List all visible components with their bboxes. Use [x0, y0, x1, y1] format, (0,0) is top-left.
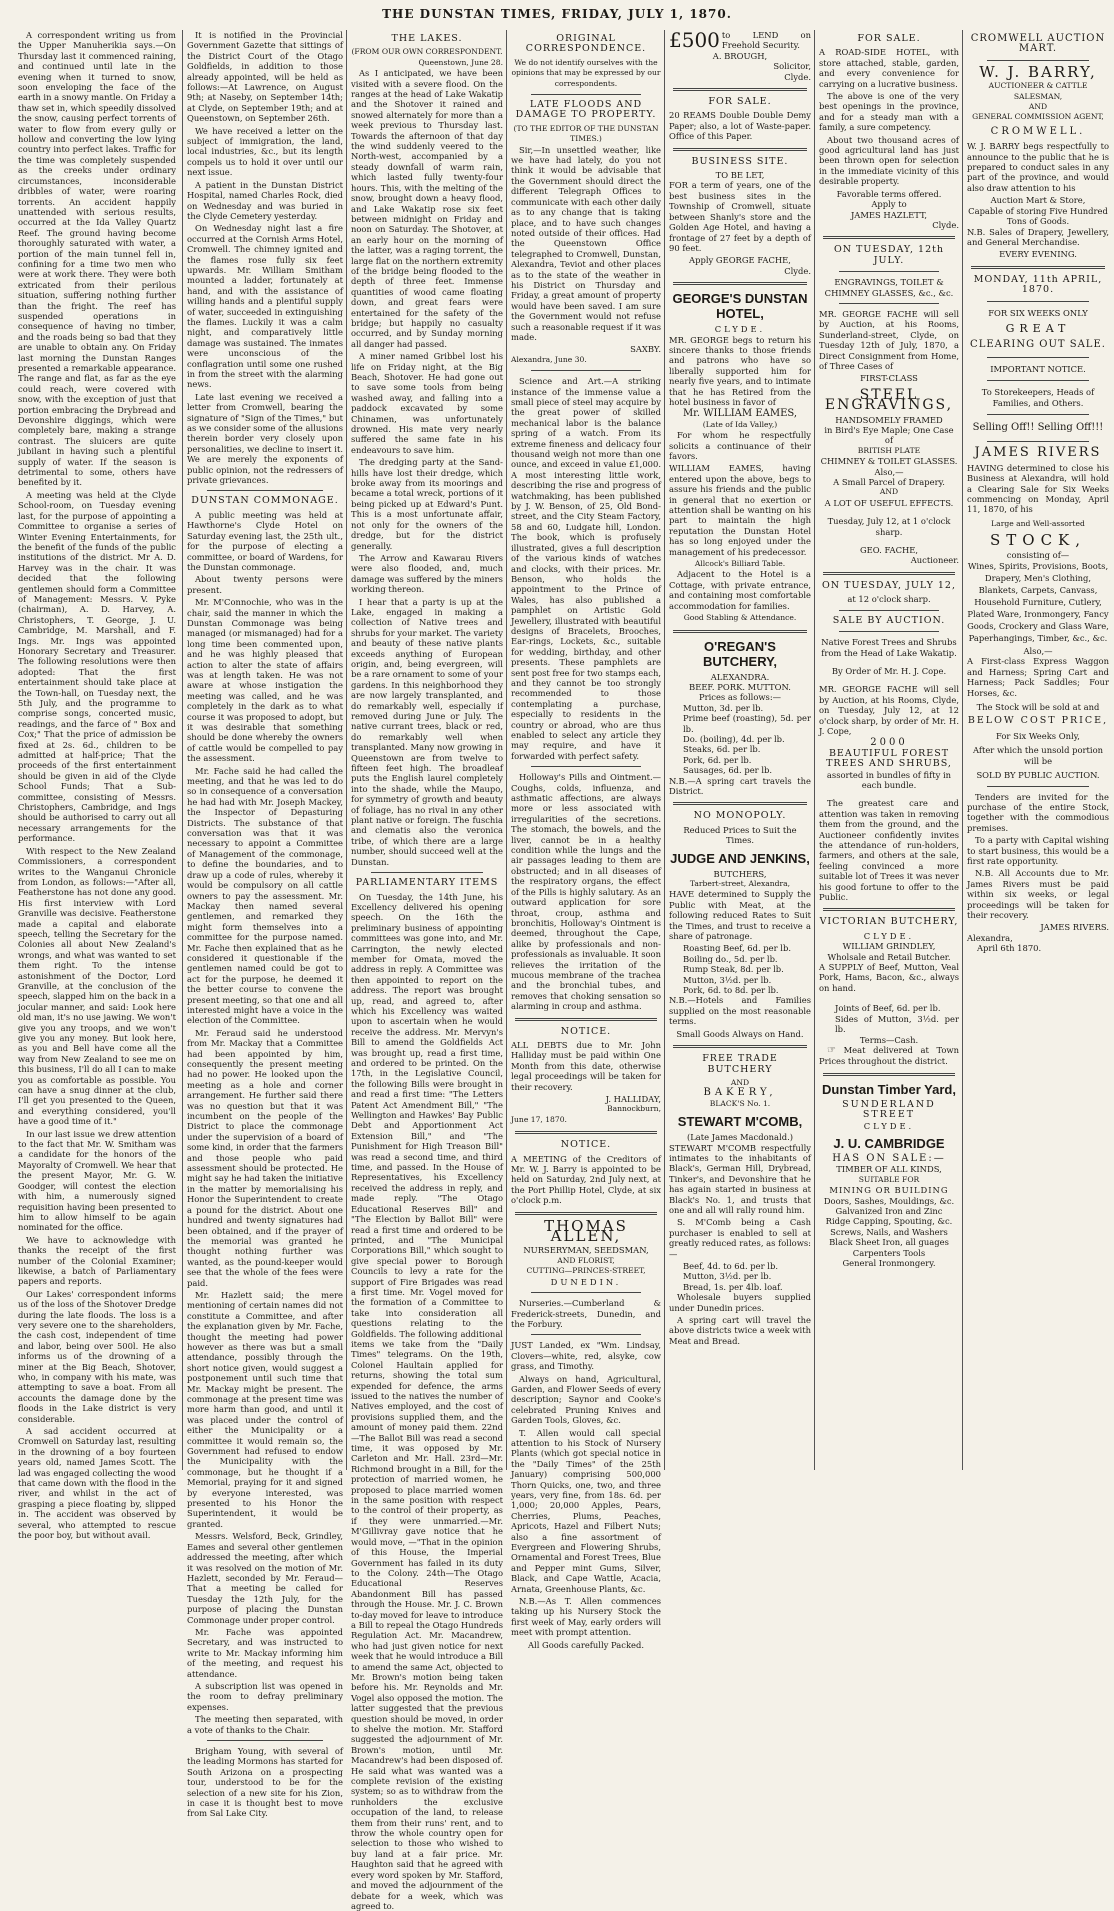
- advert-address: BLACK'S No. 1.: [669, 1099, 811, 1109]
- divider: [531, 1334, 641, 1335]
- advert-text: Nurseries.—Cumberland & Frederick-streets, Dunedin, and the Forbury.: [511, 1298, 661, 1329]
- advert-title: GEORGE'S DUNSTAN HOTEL,: [669, 291, 811, 321]
- article-paragraph: About twenty persons were present.: [187, 574, 343, 595]
- advert-name: J. U. CAMBRIDGE: [819, 1136, 959, 1151]
- advert-text: STEWART M'COMB respectfully intimates to the inhabitants of Black's, German Hill, Drybread, Tinker's, and Devonshire that he has again started in business at Black's No. 1, and trusts that one and all will rally round him.: [669, 1143, 811, 1216]
- price-item: Mutton, 3d. per lb.: [669, 703, 811, 713]
- divider: [987, 60, 1089, 61]
- stock-item: Screws, Nails, and Washers: [819, 1227, 959, 1237]
- letter-to: (TO THE EDITOR OF THE DUNSTAN TIMES.): [511, 124, 661, 145]
- divider: [531, 766, 641, 767]
- price-item: Boiling do., 5d. per lb.: [669, 954, 811, 964]
- loan-title: Solicitor,: [669, 61, 811, 71]
- advert-text: Always on hand, Agricultural, Garden, and Flower Seeds of every description; Saynor and Cooke's celebrated Pruning Knives and Garden Tools, Gloves, &c.: [511, 1374, 661, 1426]
- advert-text: To a party with Capital wishing to start business, this would be a first rate opportunity.: [967, 835, 1109, 866]
- advert-text: N.B.—A spring cart travels the District.: [669, 776, 811, 797]
- article-paragraph: In our last issue we drew attention to the fact that Mr. W. Smitham was a candidate for the honors of the Mayoralty of Cromwell. We hear that the present Mayor, Mr. G. W. Goodger, will contest the election with him, a numerously signed requisition having been presented to him to allow himself to be again nominated for the office.: [18, 1129, 176, 1233]
- advert-name: JAMES RIVERS: [967, 448, 1109, 458]
- section-heading: VICTORIAN BUTCHERY,: [819, 917, 959, 927]
- advert-line: Terms—Cash.: [819, 1035, 959, 1045]
- divider: [531, 94, 641, 95]
- advert-title: W. J. BARRY,: [967, 67, 1109, 77]
- notice-text: ALL DEBTS due to Mr. John Halliday must be paid within One Month from this date, otherwise legal proceedings will be taken for their recovery.: [511, 1040, 661, 1092]
- advert-text: FOR a term of years, one of the best business sites in the Township of Cromwell, situate between Shanly's store and the Golden Age Hotel, and having a frontage of 27 feet by a depth of 90 feet.: [669, 180, 811, 253]
- divider: [987, 414, 1089, 415]
- advert-line: BRITISH PLATE: [819, 446, 959, 456]
- advert-line: MINING OR BUILDING: [819, 1185, 959, 1195]
- advert-title: CLEARING OUT SALE.: [967, 340, 1109, 350]
- advert-text: Adjacent to the Hotel is a Cottage, with private entrance, and containing most comfortable accommodation for families.: [669, 569, 811, 611]
- advert-line: Also,—: [819, 467, 959, 477]
- advert-text: HAVING determined to close his Business at Alexandra, will hold a Clearing Sale for Six Weeks commencing on Monday, April 11, 1870, of his: [967, 463, 1109, 515]
- newspaper-header: [0, 0, 1114, 26]
- article-paragraph: Holloway's Pills and Ointment.—Coughs, colds, influenza, and asthmatic affections, are always more or less associated with irregularities of the secretions. The stomach, the bowels, and the liver, cannot be in a healthy condition while the lungs and the air passages leading to them are obstructed; and in all diseases of the respiratory organs, the effect of the Pills is highly salutary. As an outward application for sore throat, croup, asthma and bronchitis, Holloway's Ointment is deemed, throughout the Cape, alike by professionals and non-professionals as invaluable. It soon relieves the irritation of the mucous membrane of the trachea and the bronchial tubes, and removes that choking sensation so alarming in croup and asthma.: [511, 772, 661, 1011]
- article-paragraph: Mr. Hazlett said; the mere mentioning of certain names did not constitute a Committee, and after the explanation given by Mr. Fache, thought the meeting had power however as there was but a small attendance, possibly through the short notice given, would suggest a postponement until such time that Mr. Mackay might be present. The commonage at the present time was more harm than good, and until it was placed under the control of either the Municipality or a committee it would remain so, the Government had refused to endow the Municipality with the commonage, but he thought if a Memorial, praying for it and signed by everyone interested, was presented to his Honor the Superintendent, it would be granted.: [187, 1290, 343, 1529]
- divider: [987, 786, 1089, 787]
- divider: [971, 266, 1105, 269]
- article-paragraph: The dredging party at the Sand-hills have lost their dredge, which broke away from its moorings and became a total wreck, portions of it being picked up at Edward's Punt. This is a most unfortunate affair, not only for the owners of the dredge, but for the district generally.: [351, 457, 503, 551]
- advert-line: The Stock will be sold at and: [967, 702, 1109, 712]
- advert-text: S. M'Comb being a Cash purchaser is enabled to sell at greatly reduced rates, as follows:—: [669, 1217, 811, 1259]
- advert-place: Clyde.: [669, 266, 811, 276]
- letter-heading: LATE FLOODS AND DAMAGE TO PROPERTY.: [511, 100, 661, 121]
- loan-text: to LEND on Freehold Security.: [722, 30, 811, 50]
- advert-text: Favorable terms offered.: [819, 189, 959, 199]
- advert-address: Tarbert-street, Alexandra,: [669, 879, 811, 889]
- subheading: TO BE LET,: [669, 170, 811, 180]
- advert-line: GENERAL COMMISSION AGENT,: [967, 112, 1109, 122]
- price-heading: Prices as follows:—: [669, 692, 811, 702]
- section-heading: CROMWELL AUCTION MART.: [967, 34, 1109, 55]
- advert-quantity: 2000: [819, 738, 959, 748]
- article-paragraph: A public meeting was held at Hawthorne's Clyde Hotel on Saturday evening last, the 25th ult., for the purpose of electing a committee, or board of Wardens, for the Dunstan commonage.: [187, 510, 343, 572]
- advert-line: assorted in bundles of fifty in each bundle.: [819, 770, 959, 791]
- loan-contact: A. BROUGH,: [669, 51, 811, 61]
- advert-line: To Storekeepers, Heads of Families, and Others.: [967, 387, 1109, 408]
- advert-name: Mr. WILLIAM EAMES,: [669, 409, 811, 419]
- column-6: [814, 30, 963, 1470]
- divider: [515, 1131, 657, 1134]
- stock-item: Galvanized Iron and Zinc: [819, 1206, 959, 1216]
- divider: [823, 236, 955, 239]
- spacer: [819, 537, 959, 545]
- advert-line: TIMBER OF ALL KINDS,: [819, 1164, 959, 1174]
- advert-line: Auction Mart & Store,: [967, 195, 1109, 205]
- section-heading: ON TUESDAY, JULY 12,: [819, 581, 959, 591]
- advert-subtitle: NURSERYMAN, SEEDSMAN,: [511, 1245, 661, 1255]
- advert-line: AUCTIONEER & CATTLE SALESMAN,: [967, 81, 1109, 102]
- column-3: [346, 30, 507, 1470]
- advert-date: April 6th 1870.: [967, 943, 1109, 953]
- notice-text: A MEETING of the Creditors of Mr. W. J. Barry is appointed to be held on Saturday, 2nd July next, at the Port Phillip Hotel, Clyde, at six o'clock p.m.: [511, 1154, 661, 1206]
- advert-subname: (Late of Ida Valley,): [669, 420, 811, 430]
- advert-title: JUDGE AND JENKINS,: [669, 851, 811, 866]
- advert-text: MR. GEORGE FACHE will sell by Auction, at his Rooms, Sunderland-street, Clyde, on Tuesday 12th of July, 1870, a Direct Consignment from Home, of Three Cases of: [819, 309, 959, 371]
- article-paragraph: Science and Art.—A striking instance of the immense value a small piece of steel may acquire by the great power of skilled mechanical labor is the balance spring of a watch. From its extreme fineness and delicacy four thousand weigh not more than one ounce, and exceed in value £1,000. A most interesting little work, describing the rise and progress of watchmaking, has been published by J. W. Benson, of 25, Old Bond-street, and the City Steam Factory, 58 and 60, Ludgate hill, London. The book, which is profusely illustrated, gives a full description of the various kinds of watches and clocks, with their prices. Mr. Benson, who holds the appointment to the Prince of Wales, has also published a pamphlet on Artistic Gold Jewellery, illustrated with beautiful designs of Bracelets, Brooches, Ear-rings, Lockets, &c., suitable for wedding, birthday, and other presents. These pamphlets are sent post free for two stamps each, and they cannot be too strongly recommended to those contemplating a purchase, especially to residents in the country or abroad, who are thus enabled to select any article they may require, and have it forwarded with perfect safety.: [511, 376, 661, 761]
- advert-city: CLYDE.: [819, 931, 959, 941]
- advert-address: SUNDERLAND STREET: [819, 1100, 959, 1121]
- divider: [673, 630, 807, 633]
- advert-subtitle: BUTCHERS,: [669, 869, 811, 879]
- notice-heading: NOTICE.: [511, 1027, 661, 1037]
- advert-line: SUITABLE FOR: [819, 1175, 959, 1185]
- article-paragraph: It is notified in the Provincial Government Gazette that sittings of the District Court of the Otago Goldfields, in addition to those already appointed, will be held as follows:—At Lawrence, on August 9th; at Naseby, on September 14th; at Clyde, on September 19th; and at Queenstown, on September 26th.: [187, 30, 343, 124]
- advert-text: About two thousand acres of good agricultural land has just been thrown open for selection in the immediate vicinity of this desirable property.: [819, 135, 959, 187]
- price-item: Pork, 6d. to 8d. per lb.: [669, 985, 811, 995]
- stock-item: Carpenters Tools: [819, 1248, 959, 1258]
- advert-text: Tenders are invited for the purchase of the entire Stock, together with the commodious premises.: [967, 792, 1109, 834]
- advert-line: Tuesday, July 12, at 1 o'clock sharp.: [819, 516, 959, 537]
- price-item: Rump Steak, 8d. per lb.: [669, 964, 811, 974]
- article-paragraph: A miner named Gribbel lost his life on Friday night, at the Big Beach, Shotover. He had gone out to save some tools from being washed away, and falling into a paddock excavated by some Chinamen, was unfortunately drowned. His mate very nearly suffered the same fate in his endeavours to save him.: [351, 351, 503, 455]
- divider: [987, 301, 1089, 302]
- advert-line: SOLD BY PUBLIC AUCTION.: [967, 770, 1109, 780]
- section-heading: ORIGINAL CORRESPONDENCE.: [511, 34, 661, 55]
- subheading: AND: [669, 1078, 811, 1088]
- letter-signature: SAXBY.: [511, 344, 661, 354]
- divider: [371, 872, 483, 873]
- price-item: Prime beef (roasting), 5d. per lb.: [669, 713, 811, 734]
- article-paragraph: I hear that a party is up at the Lake, engaged in making a collection of Native trees and shrubs for your market. The variety and beauty of these native plants exceeds anything of European origin, and, being evergreen, will be a rare ornament to some of your gardens. In this neighborhood they are now largely transplanted, and do remarkably well, especially if removed during June or July. The native currant trees, black or red, do remarkably well when transplanted. Many now growing in Queenstown are from twelve to fifteen feet high. The broadleaf puts the English laurel completely into the shade, while the Maupo, for symmetry of growth and beauty of foliage, has no rival in any other plant native or foreign. The fuschia and clematis also the veronica tribe, of which there are a large number, should succeed well at the Dunstan.: [351, 597, 503, 868]
- divider: [987, 380, 1089, 381]
- advert-city: ALEXANDRA.: [669, 672, 811, 682]
- section-heading: FOR SALE.: [669, 97, 811, 107]
- divider: [673, 282, 807, 285]
- section-heading: DUNSTAN COMMONAGE.: [187, 496, 343, 506]
- advert-line: For Six Weeks Only,: [967, 731, 1109, 741]
- loan-advert: [669, 30, 811, 51]
- advert-text: MR. GEORGE begs to return his sincere thanks to those friends and patrons who have so liberally supported him for nearly five years, and to intimate that he has Retired from the hotel business in favor of: [669, 335, 811, 408]
- advert-text: N.B.—Hotels and Families supplied on the most reasonable terms.: [669, 995, 811, 1026]
- advert-text: Wholesale buyers supplied under Dunedin prices.: [669, 1292, 811, 1313]
- price-item: Sides of Mutton, 3½d. per lb.: [819, 1014, 959, 1035]
- price-item: Roasting Beef, 6d. per lb.: [669, 943, 811, 953]
- advert-line: After which the unsold portion will be: [967, 745, 1109, 766]
- notice-heading: NOTICE.: [511, 1140, 661, 1150]
- advert-text: HAVE determined to Supply the Public with Meat, at the following reduced Rates to Suit the Times, and trust to receive a share of patronage.: [669, 889, 811, 941]
- section-heading: PARLIAMENTARY ITEMS: [351, 878, 503, 888]
- advert-title: BELOW COST PRICE,: [967, 716, 1109, 726]
- advert-title: GREAT: [967, 324, 1109, 334]
- advert-line: IMPORTANT NOTICE.: [967, 364, 1109, 374]
- section-heading: ON TUESDAY, 12th JULY.: [819, 245, 959, 266]
- advert-subtitle: (Late James Macdonald.): [669, 1132, 811, 1142]
- advert-text: N.B.—As T. Allen commences taking up his Nursery Stock the first week of May, early orders will meet with prompt attention.: [511, 1596, 661, 1638]
- notice-date: June 17, 1870.: [511, 1115, 661, 1125]
- advert-line: A Small Parcel of Drapery.: [819, 477, 959, 487]
- letter-place: Alexandra, June 30.: [511, 355, 661, 365]
- advert-title: STOCK,: [967, 535, 1109, 545]
- advert-text: For whom he respectfully solicits a continuance of their favors.: [669, 430, 811, 461]
- advert-text: The above is one of the very best openings in the province, and for a steady man with a family, a sure competency.: [819, 91, 959, 133]
- stock-list: Wines, Spirits, Provisions, Boots, Drapery, Men's Clothing, Blankets, Carpets, Canvass, Household Furniture, Cutlery, Plated Ware, Ironmongery, Fancy Goods, Crockery and Glass Ware, Paperhangings, Timber, &c., &c.: [967, 560, 1109, 644]
- divider: [839, 610, 939, 611]
- article-paragraph: We have to acknowledge with thanks the receipt of the first number of the Colonial Examiner; likewise, a batch of Parliamentary papers and reports.: [18, 1235, 176, 1287]
- divider: [515, 1018, 657, 1021]
- advert-city: CLYDE.: [669, 324, 811, 334]
- advert-line: Large and Well-assorted: [967, 519, 1109, 529]
- advert-subtitle: BEEF. PORK. MUTTON.: [669, 682, 811, 692]
- advert-title: BEAUTIFUL FOREST TREES AND SHRUBS,: [819, 749, 959, 770]
- article-paragraph: Mr. Fache was appointed Secretary, and was instructed to write to Mr. Mackay informing him of the meeting, and request his attendance.: [187, 1627, 343, 1679]
- advert-line: FIRST-CLASS: [819, 373, 959, 383]
- spacer: [819, 508, 959, 516]
- advert-contact: JAMES HAZLETT,: [819, 210, 959, 220]
- masthead-line: THE DUNSTAN TIMES, FRIDAY, JULY 1, 1870.: [382, 7, 732, 21]
- advert-line: By Order of Mr. H. J. Cope.: [819, 666, 959, 676]
- advert-text: N.B. Sales of Drapery, Jewellery, and General Merchandise.: [967, 227, 1109, 248]
- advert-text: A spring cart will travel the above districts twice a week with Meat and Bread.: [669, 1315, 811, 1346]
- advert-title: O'REGAN'S BUTCHERY,: [669, 639, 811, 669]
- article-paragraph: Our Lakes' correspondent informs us of the loss of the Shotover Dredge during the late floods. The loss is a very severe one to the shareholders, the cash cost, independent of time and labor, being over 500l. He also informs us of the drowning of a miner at the Big Beach, Shotover, who, in company with his mate, was attempting to save a boat. From all accounts the damage done by the floods in the Lake district is very considerable.: [18, 1289, 176, 1424]
- byline: (FROM OUR OWN CORRESPONDENT.: [351, 47, 503, 57]
- advert-title: Selling Off!! Selling Off!!!: [967, 423, 1109, 433]
- newspaper-page: [18, 30, 1104, 1470]
- advert-footer: Small Goods Always on Hand.: [669, 1029, 811, 1039]
- article-paragraph: The Arrow and Kawarau Rivers were also flooded, and, much damage was suffered by the miners working thereon.: [351, 553, 503, 595]
- advert-line: A LOT OF USEFUL EFFECTS.: [819, 498, 959, 508]
- advert-text: MR. GEORGE FACHE will sell by Auction, at his Rooms, Clyde, on Tuesday, July 12, at 12 o'clock sharp, by order of Mr. H. J. Cope,: [819, 684, 959, 736]
- article-paragraph: Brigham Young, with several of the leading Mormons has started for South Arizona on a prospecting tour, understood to be for the selection of a new site for his Zion, in case it is thought best to move from Sal Lake City.: [187, 1746, 343, 1819]
- advert-text: The greatest care and attention was taken in removing them from the ground, and the Auctioneer confidently invites the attendance of run-holders, farmers, and others at the sale, feeling convinced a more suitable lot of Trees it was never his good fortune to offer to the Public.: [819, 798, 959, 902]
- spacer: [819, 658, 959, 666]
- article-paragraph: A sad accident occurred at Cromwell on Saturday last, resulting in the drowning of a boy fourteen years old, named James Scott. The lad was engaged collecting the wood that came down with the flood in the river, and whilst in the act of grasping a piece floating by, slipped in. The accident was observed by several, who attempted to rescue the poor boy, but without avail.: [18, 1426, 176, 1540]
- advert-city: CROMWELL.: [967, 127, 1109, 137]
- article-paragraph: A correspondent writing us from the Upper Manuherikia says.—On Thursday last it commenced raining, and continued until late in the evening when it turned to snow, soon enveloping the face of the earth in a snowy mantle. On Friday a thaw set in, which speedily dissolved the snow, causing perfect torrents of water to flow from every gully or hollow and converting the low lying country into perfect lakes. Traffic for the time was completely suspended as the creeks under ordinary circumstances, inconsiderable dribbles of water, were roaring torrents. An accident happily unattended with serious results, occurred at the Ida Valley Quartz Reef. The ground having become thoroughly saturated with water, a portion of the main tunnel fell in, confining for a time two men who were at work there. They were both extricated from their perilous situation, suffering nothing further than the fright. The reef has suspended operations in consequence of having no timber, and the roads being so bad that they are unable to obtain any. On Friday last morning the Dunstan Ranges presented a remarkable appearance. The range and flat, as far as the eye could reach, were covered with snow, with the exception of just that portion embracing the Drybread and Devonshire diggings, which were completely bare, making a strange contrast. The sluicers are quite jubilant in having such a plentiful supply of water. If the season is detrimental to some, others have benefited by it.: [18, 30, 176, 488]
- divider: [823, 908, 955, 911]
- advert-place: Clyde.: [819, 220, 959, 230]
- advert-text: A ROAD-SIDE HOTEL, with store attached, stable, garden, and every convenience for carrying on a lucrative business.: [819, 47, 959, 89]
- advert-text: W. J. BARRY begs respectfully to announce to the public that he is prepared to conduct sales in any part of the province, and would also draw attention to his: [967, 141, 1109, 193]
- advert-title: Dunstan Timber Yard,: [819, 1082, 959, 1097]
- advert-line: AND: [819, 487, 959, 497]
- advert-contact: Apply GEORGE FACHE,: [669, 255, 811, 265]
- advert-text: A First-class Express Waggon and Harness; Spring Cart and Harness; Pack Saddles; Four Horses, &c.: [967, 656, 1109, 698]
- advert-text: A SUPPLY of Beef, Mutton, Veal Pork, Hams, Bacon, &c., always on hand.: [819, 962, 959, 993]
- column-4: [506, 30, 665, 1470]
- divider: [673, 1045, 807, 1048]
- advert-line: Wholsale and Retail Butcher.: [819, 952, 959, 962]
- column-2: [182, 30, 347, 1470]
- advert-text: [819, 1045, 959, 1067]
- advert-text-inline: Meat delivered at Town Prices throughout the district.: [819, 1045, 959, 1066]
- advert-title: THOMAS ALLEN,: [511, 1221, 661, 1242]
- advert-text: WILLIAM EAMES, having entered upon the above, begs to assure his friends and the public in general that no exertion or attention shall be wanting on his part to maintain the high reputation the Dunstan Hotel has so long enjoyed under the management of his predecessor.: [669, 463, 811, 557]
- price-item: Mutton, 3½d. per lb.: [669, 1271, 811, 1281]
- advert-subtitle: Reduced Prices to Suit the Times.: [669, 825, 811, 846]
- divider: [987, 357, 1089, 358]
- column-1: [18, 30, 180, 1470]
- article-paragraph: Messrs. Welsford, Beck, Grindley, Eames and several other gentlemen addressed the meeting, after which it was resolved on the motion of Mr. Hazlett, seconded by Mr. Feraud—That a meeting be called for Tuesday the 12th July, for the purpose of placing the Dunstan Commonage under proper control.: [187, 1531, 343, 1625]
- article-paragraph: Sir,—In unsettled weather, like we have had lately, do you not think it would be advisable that the Government should direct the different Telegraph Offices to communicate with each other daily as to any change that is taking place, and to have such changes noted outside of their offices. Had the Queenstown Office telegraphed to Cromwell, Dunstan, Alexandra, Teviot and other places as to the state of the weather in his District on Thursday and Friday, a great amount of property would have been saved. I am sure the Government would not refuse such a reasonable request if it was made.: [511, 145, 661, 343]
- price-item: Joints of Beef, 6d. per lb.: [819, 1003, 959, 1013]
- divider: [839, 631, 939, 632]
- advert-line: consisting of—: [967, 550, 1109, 560]
- spacer: [819, 790, 959, 798]
- advert-line: EVERY EVENING.: [967, 249, 1109, 259]
- article-paragraph: Late last evening we received a letter from Cromwell, bearing the signature of "Sign of the Times," but as we consider some of the allusions therein border very closely upon personalities, we decline to insert it. We are merely the exponents of public opinion, not the redressers of private grievances.: [187, 392, 343, 486]
- section-heading: FREE TRADE BUTCHERY: [669, 1054, 811, 1075]
- article-paragraph: Mr. Feraud said he understood from Mr. Mackay that a Committee had been appointed by him, consequently the present meeting had no power. He looked upon the meeting as a hole and corner arrangement. He further said there was no question but that it was incumbent on the people of the District to place the commonage under the supervision of a board of some kind, in order that the farmers and those people who paid assessment should be protected. He might say he had taken the initiative in the matter by memorialising his Honor the Superintendent to create a pound for the district. About one hundred and twenty signatures had been obtained, and if the prayer of the memorial was granted he thought nothing further was wanted, as the pound-keeper would see that the whole of the fees were paid.: [187, 1028, 343, 1288]
- price-item: Steaks, 6d. per lb.: [669, 744, 811, 754]
- price-item: Mutton, 3½d. per lb.: [669, 975, 811, 985]
- divider: [987, 441, 1089, 442]
- article-paragraph: On Wednesday night last a fire occurred at the Cornish Arms Hotel, Cromwell. The chimney ignited and the flames rose fully six feet upwards. Mr. William Smitham mounted a ladder, fortunately at hand, and with the assistance of willing hands and a plentiful supply of water, succeeded in extinguishing the flames. Luckily it was a calm night, and comparatively little damage was sustained. The inmates were unconscious of the conflagration until some one rushed in from the street with the alarming news.: [187, 223, 343, 390]
- price-item: Pork, 6d. per lb.: [669, 755, 811, 765]
- article-paragraph: On Tuesday, the 14th June, his Excellency delivered his opening speech. On the 16th the preliminary business of appointing committees was gone into, and Mr. Carrington, the newly elected member for Omata, moved the address in reply. A Committee was then appointed to report on the address. The report was brought up, read, and agreed to, after which his Excellency was waited upon to ascertain when he would receive the address. Mr. Mervyn's Bill to amend the Goldfields Act was brought up, read a first time, and ordered to be printed. On the 17th, in the Legislative Council, the following Bills were brought in and read a first time: "The Letters Patent Act Amendment Bill," "The Wellington and Hawkes' Bay Public Debt and Apportionment Act Extension Bill," and "The Punishment for High Treason Bill" was read a second time, and third time, and passed. In the House of Representatives, his Excellency received the address in reply, and made reply. "The Otago Educational Reserves Bill" and "The Election by Ballot Bill" were read a first time and ordered to be printed, and "The Municipal Corporations Bill," which sought to give special power to Borough Councils to levy a rate for the support of Fire Brigades was read a first time. Mr. Vogel moved for the formation of a Committee to take into consideration all questions relating to the Goldfields. The following additional items we take from the "Daily Times" telegrams. On the 19th, Colonel Haultain applied for returns, showing the total sum expended for defence, the arms issued to the natives the number of Natives employed, and the cost of provisions supplied them, and the amount of money paid them. 22nd—The Ballot Bill was read a second time, it was opposed by Mr. Carleton and Mr. Hall. 23rd—Mr. Richmond brought in a Bill, for the protection of married women, he proposed to place married women in the same position with respect to the control of their property, as if they were unmarried.—Mr. M'Gillivray gave notice that he would move, —"That in the opinion of this House, the Imperial Government has failed in its duty to the Colony. 24th—The Otago Educational Reserves Abandonment Bill has passed through the House. Mr. J. C. Brown to-day moved for leave to introduce a Bill to repeal the Otago Hundreds Regulation Act. Mr. Macandrew, who had just given notice for next week that he would introduce a Bill to amend the same Act, objected to Mr. Brown's motion being taken before his. Mr. Reynolds and Mr. Vogel also opposed the motion. The latter suggested that the previous question should be moved, in order to shelve the motion. Mr. Stafford suggested the adjournment of Mr. Brown's motion, until Mr. Macandrew's had been disposed of. He said what was wanted was a complete revision of the existing system; so as to withdraw from the runholders the exclusive occupation of the land, to release them from their runs' rent, and to throw the whole country open for selection to those who wished to buy land at a fair price. Mr. Haughton said that he agreed with every word spoken by Mr. Stafford, and moved the adjournment of the debate for a week, which was agreed to.: [351, 892, 503, 1911]
- advert-line: FOR SIX WEEKS ONLY: [967, 308, 1109, 318]
- spacer: [819, 995, 959, 1003]
- advert-text: N.B. All Accounts due to Mr. James Rivers must be paid within six weeks, or legal proceedings will be taken for their recovery.: [967, 868, 1109, 920]
- divider: [823, 1073, 955, 1076]
- notice-place: Bannockburn,: [511, 1104, 661, 1114]
- section-heading: THE LAKES.: [351, 34, 503, 44]
- advert-text: 20 REAMS Double Double Demy Paper; also, a lot of Waste-paper. Office of this Paper.: [669, 110, 811, 141]
- divider: [673, 88, 807, 91]
- article-paragraph: The meeting then separated, with a vote of thanks to the Chair.: [187, 1714, 343, 1735]
- advert-line: at 12 o'clock sharp.: [819, 594, 959, 604]
- advert-line: CHIMNEY & TOILET GLASSES.: [819, 456, 959, 466]
- advert-contact: GEO. FACHE,: [819, 545, 959, 555]
- advert-title: STEEL ENGRAVINGS,: [819, 390, 959, 411]
- column-7: [962, 30, 1109, 1470]
- advert-signature: JAMES RIVERS.: [967, 922, 1109, 932]
- price-item: Beef, 4d. to 6d. per lb.: [669, 1261, 811, 1271]
- divider: [839, 271, 939, 272]
- divider: [673, 802, 807, 805]
- article-paragraph: A subscription list was opened in the room to defray preliminary expenses.: [187, 1681, 343, 1712]
- advert-title: STEWART M'COMB,: [669, 1114, 811, 1129]
- advert-address: CUTTING—PRINCES-STREET,: [511, 1266, 661, 1276]
- divider: [531, 370, 641, 371]
- section-heading: FOR SALE.: [819, 34, 959, 44]
- divider: [207, 490, 323, 491]
- section-heading: BUSINESS SITE.: [669, 157, 811, 167]
- notice-signature: J. HALLIDAY,: [511, 1094, 661, 1104]
- divider: [207, 1740, 323, 1741]
- article-paragraph: Mr. Fache said he had called the meeting, and that he was led to do so in consequence of a conversation he had had with Mr. Joseph Mackey, the Inspector of Depasturing Districts. The substance of that conversation was that it was necessary to appoint a Committee of Management of the commonage, to define the boundaries, and to draw up a code of rules, whereby it would be compulsory on all cattle owners to pay the assessment. Mr. Mackay then named several gentlemen, and remarked they might form themselves into a committee for the purpose named. Mr. Fache then explained that as he considered it questionable if the gentlemen named could be got to act for the purpose, he deemed it the better course to convene the present meeting, so that one and all interested might have a voice in the election of the Committee.: [187, 766, 343, 1026]
- spacer: [819, 676, 959, 684]
- stock-item: Black Sheet Iron, all guages: [819, 1237, 959, 1247]
- advert-footer: All Goods carefully Packed.: [511, 1640, 661, 1650]
- article-paragraph: As I anticipated, we have been visited with a severe flood. On the ranges at the head of Lake Wakatip and the Shotover it rained and snowed alternately for more than a week previous to Thursday last. Towards the afternoon of that day the wind suddenly veered to the North-west, accompanied by a steady downfall of warm rain, which lasted fully twenty-four hours. This, with the melting of the snow, brought down a heavy flood, and Lake Wakatip rose six feet between midnight on Friday and noon on Saturday. The Shotover, at an early hour on the morning of the latter, was a raging torrent, the large flat on the northern extremity of the bridge being flooded to the depth of three feet. Immense quantities of wood came floating down, and great fears were entertained for the safety of the bridge; but happily no casualty occurred, and by Sunday morning all danger had passed.: [351, 68, 503, 349]
- advert-text: JUST Landed, ex "Wm. Lindsay, Clovers—white, red, alsyke, cow grass, and Timothy.: [511, 1340, 661, 1371]
- section-heading: NO MONOPOLY.: [669, 811, 811, 821]
- advert-subtitle: AND FLORIST,: [511, 1256, 661, 1266]
- advert-text: T. Allen would call special attention to his Stock of Nursery Plants (which got special notice in the "Daily Times" of the 25th January) comprising 500,000 Thorn Quicks, one, two, and three years, very fine, from 18s. 6d. per 1,000; 20,000 Apples, Pears, Cherries, Plums, Peaches, Apricots, Hazel and Filbert Nuts; also a fine assortment of Evergreen and Flowering Shrubs, Ornamental and Forest Trees, Blue and Pepper mint Gums, Silver, Black, and Cape Wattle, Acacia, Arnata, Greenhouse Plants, &c.: [511, 1428, 661, 1595]
- price-item: Do. (boiling), 4d. per lb.: [669, 734, 811, 744]
- divider: [673, 148, 807, 151]
- advert-city: DUNEDIN.: [511, 1277, 661, 1287]
- section-heading: SALE BY AUCTION.: [819, 616, 959, 626]
- price-item: Sausages, 6d. per lb.: [669, 765, 811, 775]
- editor-note: We do not identify ourselves with the opinions that may be expressed by our correspondents.: [511, 58, 661, 89]
- subheading: ENGRAVINGS, TOILET & CHIMNEY GLASSES, &c., &c.: [819, 277, 959, 298]
- stock-item: Ridge Capping, Spouting, &c.: [819, 1216, 959, 1226]
- advert-line: Capable of storing Five Hundred Tons of Goods.: [967, 206, 1109, 227]
- stock-item: General Ironmongery.: [819, 1258, 959, 1268]
- article-paragraph: A meeting was held at the Clyde School-room, on Tuesday evening last, for the purpose of appointing a Committee to organise a series of Winter Evening Entertainments, for the benefit of the funds of the public institutions of the district. Mr A. D. Harvey was in the chair. It was decided that the following gentlemen should form a Committee of Management: Messrs. V. Pyke (chairman), A. D. Harvey, A. Christophers, T. George, J. U. Cambridge, M. Marshall, and F. Ings. Mr. Ings was appointed Honorary Secretary and Treasurer. The following resolutions were then adopted: That the first entertainment should take place at the Town-hall, on Tuesday next, the 5th July, and the programme to comprise songs, concerted music, readings, and the farce of " Box and Cox;" That the price of admission be fixed at 2s. 6d., children to be admitted at half-price; That the proceeds of the first entertainment should be given in aid of the Clyde School Funds; That a Sub-committee, consisting of Messrs. Christophers, Cambridge, and Ings should be authorised to carry out all necessary arrangements for the performance.: [18, 490, 176, 844]
- advert-line: Native Forest Trees and Shrubs from the Head of Lake Wakatip.: [819, 637, 959, 658]
- pointing-hand-icon: ☞: [827, 1045, 836, 1056]
- article-paragraph: With respect to the New Zealand Commissioners, a correspondent writes to the Wanganui Chronicle from London, as follows:—"After all, Featherstone has not done any good. His first interview with Lord Granville was decisive. Featherstone made a capital and elaborate speech, telling the Secretary for the Colonies all about New Zealand's wrongs, and what was wanted to set them right. To the intense astonishment of the Doctor, Lord Granville, at the conclusion of the speech, slapped him on the back in a jocular manner, and said: Look here old man, it's no use jawing. We won't give you any troops, and we won't give you any money. But look here, as you and Bell have come all the way from New Zealand to see me on this business, I'll do all I can to make you as comfortable as possible. You can have a snug dinner at the club, I'll get you presented to the Queen, and everything considered, you'll have a good time of it.": [18, 846, 176, 1127]
- article-paragraph: A patient in the Dunstan District Hospital, named Charles Rock, died on Wednesday and was buried in the Clyde Cemetery yesterday.: [187, 180, 343, 222]
- divider: [515, 1212, 657, 1215]
- loan-amount: £500: [669, 30, 720, 50]
- advert-line: AND: [967, 102, 1109, 112]
- advert-line: Also,—: [967, 646, 1109, 656]
- sale-date: MONDAY, 11th APRIL, 1870.: [967, 275, 1109, 296]
- advert-text: Apply to: [819, 199, 959, 209]
- article-paragraph: We have received a letter on the subject of immigration, the land, local industries, &c., but its length compels us to hold it over until our next issue.: [187, 126, 343, 178]
- divider: [823, 572, 955, 575]
- stock-item: Doors, Sashes, Mouldings, &c.: [819, 1196, 959, 1206]
- advert-subtitle: HAS ON SALE:—: [819, 1154, 959, 1164]
- advert-feature: Good Stabling & Attendance.: [669, 613, 811, 623]
- advert-feature: Allcock's Billiard Table.: [669, 559, 811, 569]
- divider: [531, 1292, 641, 1293]
- price-item: Bread, 1s. per 4lb. loaf.: [669, 1282, 811, 1292]
- advert-city: CLYDE.: [819, 1121, 959, 1131]
- subheading: BAKERY,: [669, 1088, 811, 1098]
- advert-line: in Bird's Eye Maple; One Case of: [819, 425, 959, 446]
- article-paragraph: Mr. M'Connochie, who was in the chair, said the manner in which the Dunstan Commonage was being managed (or mismanaged) had for a long time been commented upon, and he was highly pleased that action to alter the state of affairs was at length taken. He was not aware at whose instigation the meeting was called, and he was completely in the dark as to what course it was proposed to adopt, but it was desirable that something should be done whereby the owners of cattle would be compelled to pay the assessment.: [187, 597, 343, 764]
- divider: [839, 303, 939, 304]
- advert-title-role: Auctioneer.: [819, 555, 959, 565]
- column-5: [664, 30, 815, 1470]
- advert-name: WILLIAM GRINDLEY,: [819, 941, 959, 951]
- loan-place: Clyde.: [669, 72, 811, 82]
- advert-place: Alexandra,: [967, 933, 1109, 943]
- advert-line: HANDSOMELY FRAMED: [819, 415, 959, 425]
- dateline: Queenstown, June 28.: [351, 58, 503, 68]
